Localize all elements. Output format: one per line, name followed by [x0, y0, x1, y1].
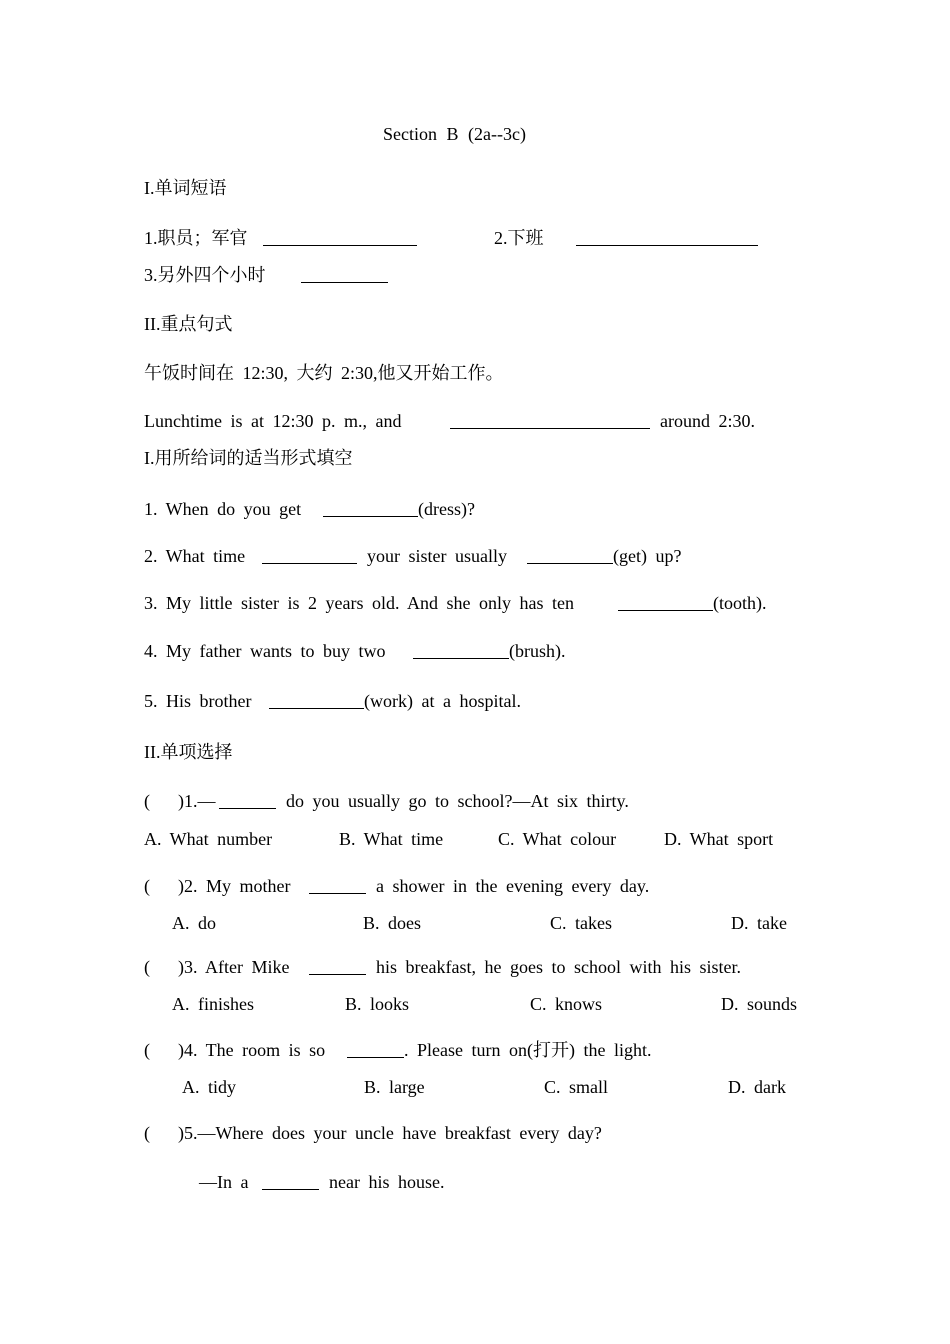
choice-question-2-paren: (	[144, 876, 150, 896]
key-sentence-chinese: 午饭时间在 12:30, 大约 2:30,他又开始工作。	[144, 363, 504, 383]
choice-question-3-option-b[interactable]: B. looks	[345, 994, 410, 1014]
choice-question-2-text: )2. My mother	[178, 876, 291, 896]
choice-question-3-option-c[interactable]: C. knows	[530, 994, 603, 1014]
fill-question-5: 5. His brother	[144, 691, 252, 711]
fill-question-3-blank[interactable]	[618, 594, 713, 611]
choice-question-2-option-d[interactable]: D. take	[731, 913, 787, 933]
fill-question-2-hint: (get) up?	[613, 546, 682, 566]
choice-question-5-text: )5.—Where does your uncle have breakfast every day?	[178, 1123, 602, 1143]
vocab-item-1	[144, 227, 248, 249]
choice-question-2-blank[interactable]	[309, 877, 366, 894]
choice-question-4-option-b[interactable]: B. large	[364, 1077, 425, 1097]
choice-question-2-option-c[interactable]: C. takes	[550, 913, 612, 933]
choice-question-4-option-a[interactable]: A. tidy	[182, 1077, 237, 1097]
section-heading-key-sentences: II.重点句式	[144, 314, 233, 334]
fill-question-1-blank[interactable]	[323, 500, 418, 517]
choice-question-5-paren: (	[144, 1123, 150, 1143]
choice-question-1-rest: do you usually go to school?—At six thirty.	[286, 791, 629, 811]
section-heading-vocabulary: I.单词短语	[144, 178, 227, 198]
choice-question-3-option-a[interactable]: A. finishes	[172, 994, 254, 1014]
choice-question-5-blank[interactable]	[262, 1173, 319, 1190]
vocab-item-2	[494, 227, 544, 249]
choice-question-1-option-a[interactable]: A. What number	[144, 829, 273, 849]
vocab-item-3	[144, 264, 266, 286]
choice-question-2-rest: a shower in the evening every day.	[376, 876, 650, 896]
fill-question-2-blank-1[interactable]	[262, 547, 357, 564]
vocab-item-3-blank[interactable]	[301, 266, 388, 283]
fill-question-2: 2. What time	[144, 546, 246, 566]
choice-question-5-answer-rest: near his house.	[329, 1172, 445, 1192]
fill-question-4: 4. My father wants to buy two	[144, 641, 386, 661]
fill-question-5-hint: (work) at a hospital.	[364, 691, 521, 711]
choice-question-4-option-c[interactable]: C. small	[544, 1077, 609, 1097]
choice-question-4-option-d[interactable]: D. dark	[728, 1077, 786, 1097]
choice-question-1-text: )1.—	[178, 791, 216, 811]
choice-question-1-blank[interactable]	[219, 792, 276, 809]
vocab-item-1-blank[interactable]	[263, 229, 417, 246]
fill-question-4-blank[interactable]	[413, 642, 509, 659]
choice-question-4-blank[interactable]	[347, 1041, 404, 1058]
fill-question-2-mid: your sister usually	[367, 546, 507, 566]
fill-question-4-hint: (brush).	[509, 641, 566, 661]
choice-question-1-option-d[interactable]: D. What sport	[664, 829, 774, 849]
choice-question-2-option-a[interactable]: A. do	[172, 913, 216, 933]
fill-question-3-hint: (tooth).	[713, 593, 767, 613]
choice-question-4-paren: (	[144, 1040, 150, 1060]
vocab-item-2-label: 2.下班	[494, 228, 544, 248]
vocab-item-1-label: 1.职员；军官	[144, 228, 248, 248]
section-heading-fill-in: I.用所给词的适当形式填空	[144, 448, 353, 468]
choice-question-3-rest: his breakfast, he goes to school with his sister.	[376, 957, 741, 977]
choice-question-3-option-d[interactable]: D. sounds	[721, 994, 798, 1014]
choice-question-1-option-c[interactable]: C. What colour	[498, 829, 617, 849]
fill-question-2-blank-2[interactable]	[527, 547, 613, 564]
key-sentence-blank[interactable]	[450, 412, 650, 429]
vocab-item-2-blank[interactable]	[576, 229, 758, 246]
choice-question-1-paren: (	[144, 791, 150, 811]
choice-question-4-text: )4. The room is so	[178, 1040, 326, 1060]
section-heading-multiple-choice: II.单项选择	[144, 742, 233, 762]
vocab-item-3-label: 3.另外四个小时	[144, 265, 266, 285]
page-title: Section B (2a--3c)	[383, 124, 526, 144]
choice-question-3-paren: (	[144, 957, 150, 977]
choice-question-3-blank[interactable]	[309, 958, 366, 975]
choice-question-5-answer: —In a	[199, 1172, 249, 1192]
key-sentence-english-start: Lunchtime is at 12:30 p. m., and	[144, 411, 402, 431]
fill-question-3: 3. My little sister is 2 years old. And she only has ten	[144, 593, 574, 613]
choice-question-2-option-b[interactable]: B. does	[363, 913, 421, 933]
key-sentence-english-end: around 2:30.	[660, 411, 755, 431]
fill-question-1-text: 1. When do you get	[144, 499, 302, 519]
fill-question-1	[144, 498, 301, 520]
choice-question-4-rest: . Please turn on(打开) the light.	[404, 1040, 652, 1060]
fill-question-5-blank[interactable]	[269, 692, 364, 709]
fill-question-1-hint: (dress)?	[418, 499, 475, 519]
choice-question-1-option-b[interactable]: B. What time	[339, 829, 444, 849]
choice-question-3-text: )3. After Mike	[178, 957, 290, 977]
